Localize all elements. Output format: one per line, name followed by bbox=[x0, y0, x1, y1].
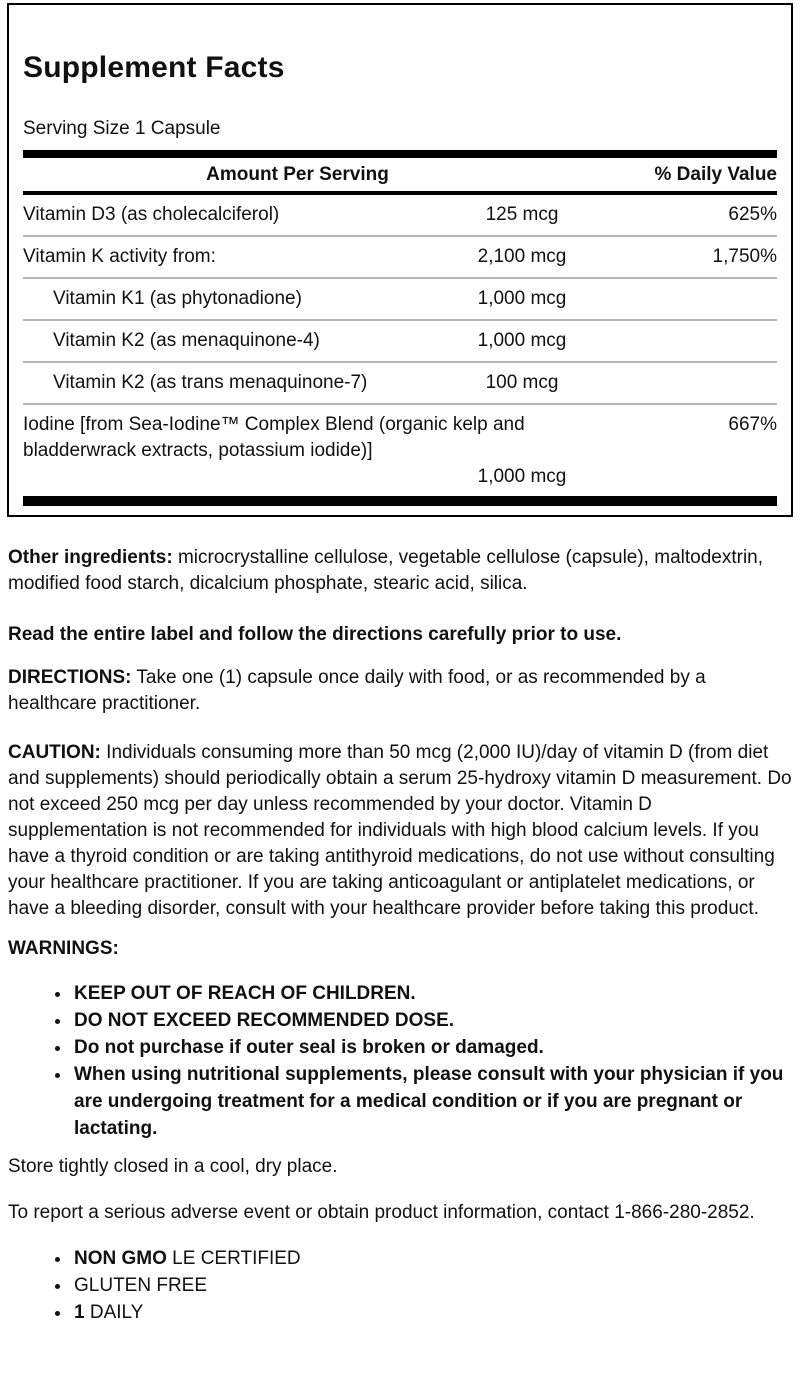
nutrient-daily-value: 625% bbox=[728, 204, 777, 225]
caution-paragraph bbox=[8, 740, 792, 922]
caution-text: Individuals consuming more than 50 mcg (2,000 IU)/day of vitamin D (from diet and supplements) should periodically obtain a serum 25-hydroxy vitamin D measurement. Do not exceed 250 mcg per day unless recommended by your doctor. Vitamin D supplementation is not recommended for individuals with high blood calcium levels. If you have a thyroid condition or are taking antithyroid medications, do not use without consulting your healthcare practitioner. If you are taking anticoagulant or antiplatelet medications, or have a bleeding disorder, consult with your healthcare provider before taking this product. bbox=[8, 742, 792, 919]
certification-item bbox=[72, 1272, 792, 1299]
nutrient-amount: 1,000 mcg bbox=[477, 466, 567, 487]
nutrient-amount: 2,100 mcg bbox=[477, 246, 567, 267]
nutrient-name: Vitamin K2 (as menaquinone-4) bbox=[53, 330, 320, 351]
table-row-iodine bbox=[23, 405, 777, 496]
table-row-vitamin-d3 bbox=[23, 195, 777, 237]
certification-text: GLUTEN FREE bbox=[74, 1275, 208, 1296]
read-label-notice: Read the entire label and follow the directions carefully prior to use. bbox=[8, 624, 622, 645]
supplement-facts-panel bbox=[7, 3, 793, 517]
adverse-event-paragraph: To report a serious adverse event or obtain product information, contact 1-866-280-2852. bbox=[8, 1202, 755, 1223]
spacer bbox=[23, 464, 437, 490]
other-ingredients-paragraph bbox=[8, 545, 792, 597]
nutrient-daily-value bbox=[627, 370, 777, 396]
certification-text: LE CERTIFIED bbox=[166, 1248, 301, 1269]
nutrient-daily-value bbox=[627, 328, 777, 354]
nutrient-amount: 1,000 mcg bbox=[477, 288, 567, 309]
nutrient-name: Vitamin D3 (as cholecalciferol) bbox=[23, 204, 280, 225]
nutrient-name: Vitamin K activity from: bbox=[23, 246, 216, 267]
spacer bbox=[627, 464, 777, 490]
table-header-row bbox=[23, 158, 777, 195]
storage-instructions: Store tightly closed in a cool, dry place. bbox=[8, 1156, 338, 1177]
warning-item: • DO NOT EXCEED RECOMMENDED DOSE. bbox=[72, 1007, 792, 1034]
table-row-vitamin-k2-mk4 bbox=[23, 321, 777, 363]
nutrient-daily-value: 1,750% bbox=[712, 246, 777, 267]
nutrient-daily-value bbox=[627, 286, 777, 312]
nutrient-daily-value: 667% bbox=[728, 414, 777, 435]
directions-label: DIRECTIONS: bbox=[8, 667, 132, 688]
certification-text: DAILY bbox=[84, 1302, 144, 1323]
nutrient-name: Vitamin K2 (as trans menaquinone-7) bbox=[53, 372, 368, 393]
nutrient-amount: 1,000 mcg bbox=[477, 330, 567, 351]
directions-text: Take one (1) capsule once daily with food, or as recommended by a healthcare practitioner. bbox=[8, 667, 706, 714]
header-amount-per-serving: Amount Per Serving bbox=[206, 164, 389, 185]
certification-bold: 1 bbox=[74, 1302, 85, 1323]
directions-paragraph bbox=[8, 665, 792, 717]
nutrient-amount: 100 mcg bbox=[485, 372, 559, 393]
table-row-vitamin-k1 bbox=[23, 279, 777, 321]
table-row-vitamin-k2-mk7 bbox=[23, 363, 777, 405]
label-body-text bbox=[8, 545, 792, 1326]
other-ingredients-label: Other ingredients: bbox=[8, 547, 173, 568]
warning-item: • When using nutritional supplements, please consult with your physician if you are undergoing treatment for a medical condition or if you are pregnant or lactating. bbox=[72, 1061, 792, 1142]
other-ingredients-text: microcrystalline cellulose, vegetable cellulose (capsule), maltodextrin, modified food starch, dicalcium phosphate, stearic acid, silica. bbox=[8, 547, 764, 594]
header-daily-value: % Daily Value bbox=[654, 164, 777, 185]
table-row-vitamin-k-activity bbox=[23, 237, 777, 279]
nutrient-name: Iodine [from Sea-Iodine™ Complex Blend (organic kelp and bladderwrack extracts, potassium iodide)] bbox=[23, 414, 525, 461]
nutrient-amount: 125 mcg bbox=[485, 204, 559, 225]
certification-bold: NON GMO bbox=[74, 1248, 167, 1269]
serving-size: Serving Size 1 Capsule bbox=[23, 118, 221, 139]
warning-item: • KEEP OUT OF REACH OF CHILDREN. bbox=[72, 980, 792, 1007]
warnings-heading: WARNINGS: bbox=[8, 938, 119, 959]
caution-label: CAUTION: bbox=[8, 742, 101, 763]
certification-item bbox=[72, 1299, 792, 1326]
certifications-list bbox=[8, 1245, 792, 1326]
panel-title: Supplement Facts bbox=[23, 51, 285, 84]
table-top-bar bbox=[23, 150, 777, 158]
certification-item bbox=[72, 1245, 792, 1272]
nutrient-name: Vitamin K1 (as phytonadione) bbox=[53, 288, 302, 309]
table-bottom-bar bbox=[23, 496, 777, 506]
warnings-list bbox=[8, 980, 792, 1142]
warning-item: • Do not purchase if outer seal is broken or damaged. bbox=[72, 1034, 792, 1061]
